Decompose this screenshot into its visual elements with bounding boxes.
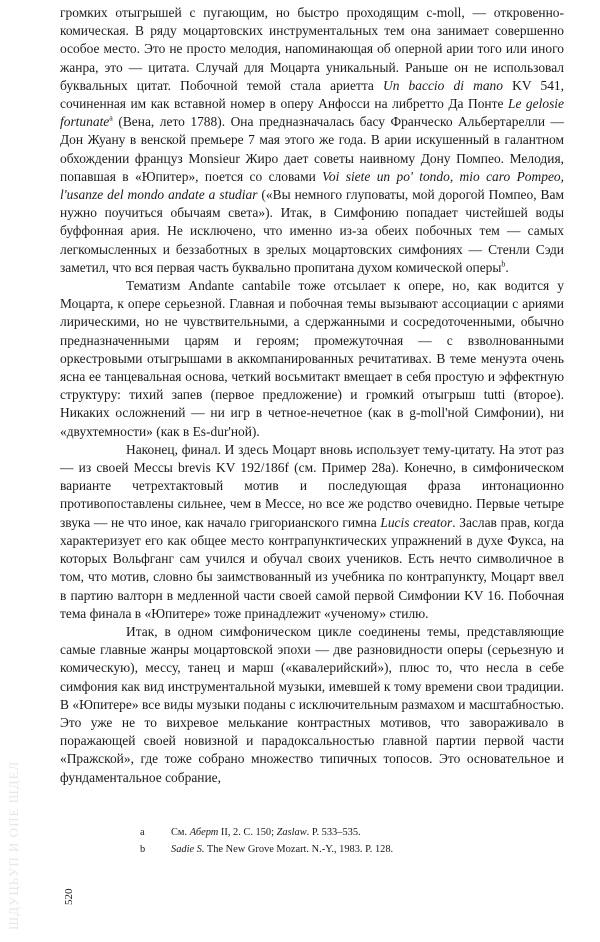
italic-title: Lucis creator [380, 514, 453, 530]
paragraph-1 [60, 4, 564, 277]
bleed-through-text: ШДУЦЬУП И ОПЕ ШДЕЛ [6, 760, 21, 930]
page-number: 520 [63, 888, 75, 905]
footnote-b [140, 842, 393, 859]
paragraph-2: Тематизм Andante cantabile тоже отсылает к опере, но, как водится у Моцарта, к опере серьезной. Главная и побочная темы вызывают ассоциации с ариями лирическими, но не чувствительными, а сдержанными и сосредоточенными, обычно предназначенными царям и героям; промежуточная — с взволнованными оркестровыми отыгрышами в аккомпанированных речитативах. В теме менуэта очень ясна ее танцевальная основа, четкий восьмитакт вмещает в себя простую и эффектную структуру: тихий запев (первое предложение) и громкий отыгрыш tutti (второе). Никаких осложнений — ни игр в четное-нечетное (как в g-moll'ной Симфонии), ни «двухтемности» (как в Es-dur'ной). [60, 278, 564, 439]
footnote-a [140, 825, 393, 842]
italic-author: Аберт [189, 827, 219, 838]
footnote-mark: b [140, 843, 146, 855]
footnote-ref-a[interactable]: a [109, 113, 113, 123]
italic-author: Zaslaw [276, 827, 307, 838]
text-run: См. [171, 827, 190, 838]
paragraph-3 [60, 441, 564, 623]
main-text [60, 4, 564, 787]
italic-title: Le gelosie fortunate [60, 96, 564, 130]
italic-quote: Voi siete un po' tondo, mio caro Pompeo, l'usanze del mondo andate a studiar [60, 168, 564, 203]
text-run: («Вы немного глуповаты, мой дорогой Помпео, Вам нужно поучиться обычаям света»). Итак, в Симфонию попадает чистейшей воды буффонная ария. Не исключено, что именно из-за обеих побочных тем — самых легкомысленных и беззаботных в зрелых моцартовских симфониях — Стенли Сэди заметил, что вся первая часть буквально пропитана духом комической оперы [60, 187, 564, 275]
text-run: II, 2. С. 150; [218, 827, 277, 838]
text-run: (Вена, лето 1788). Она предназначалась басу Франческо Альбертарелли — Дон Жуану в венской премьере 7 мая этого же года. В арии искушенный в галантном обхождении француз Monsieur Жиро дает советы наивному Дону Помпео. Мелодия, попавшая в «Юпитер», поется со словами [60, 114, 564, 184]
text-run: KV 541, сочиненная им как вставной номер в оперу Анфосси на либретто Да Понте [60, 77, 564, 112]
text-run: The New Grove Mozart. N.-Y., 1983. P. 128. [204, 843, 394, 855]
footnote-text [171, 842, 393, 859]
italic-author: Sadie S. [171, 843, 205, 855]
text-run: . Заслав прав, когда характеризует его как общее место контрапунктических упражнений в духе Фукса, на которых Вольфганг сам учился и обучал своих учеников. Есть нечто символичное в том, что мотив, словно бы заимствованный из учебника по контрапункту, Моцарт ввел в партию валторн в медленной части своей самой первой Симфонии KV 16. Побочная тема финала в «Юпитере» тоже принадлежит «ученому» стилю. [60, 514, 564, 621]
footnote-ref-b[interactable]: b [501, 259, 506, 269]
footnotes [140, 825, 393, 858]
text-run: Наконец, финал. И здесь Моцарт вновь использует тему-цитату. На этот раз — из своей Мессы brevis KV 192/186f (см. Пример 28a). Конечно, в симфоническом варианте четрехтактовый мотив и последующая фраза интонационно противопоставлены сильнее, чем в Мессе, но все же родство очевидно. Первые четыре звука — не что иное, как начало григорианского гимна [60, 441, 564, 530]
text-run: . [505, 259, 509, 275]
italic-title: Un baccio di mano [382, 77, 503, 93]
text-run: . P. 533–535. [306, 827, 361, 838]
paragraph-4: Итак, в одном симфоническом цикле соединены темы, представляющие самые главные жанры моцартовской эпохи — две разновидности оперы (серьезную и комическую), мессу, танец и марш («кавалерийский»), плюс то, что несла в себе симфония как вид инструментальной музыки, имевшей к тому времени свои традиции. В «Юпитере» все виды музыки поданы с исключительным размахом и масштабностью. Это уже не то вихревое мелькание контрастных мотивов, что завораживало в поражающей своей новизной и парадоксальностью главной партии первой части «Пражской», где тоже собрано множество типичных топосов. Это основательное и фундаментальное собрание, [60, 623, 564, 785]
text-run: громких отыгрышей с пугающим, но быстро проходящим c-moll, — откровенно-комическая. В ряду моцартовских инструментальных тем она занимает совершенно особое место. Это не просто мелодия, напоминающая об оперной арии того или иного жанра, это — цитата. Случай для Моцарта уникальный. Раньше он не использовал буквальных цитат. Побочной темой стала ариетта [60, 5, 564, 93]
footnote-mark: a [140, 827, 145, 838]
footnote-text [171, 825, 361, 842]
margin-bleed-through [6, 660, 30, 930]
